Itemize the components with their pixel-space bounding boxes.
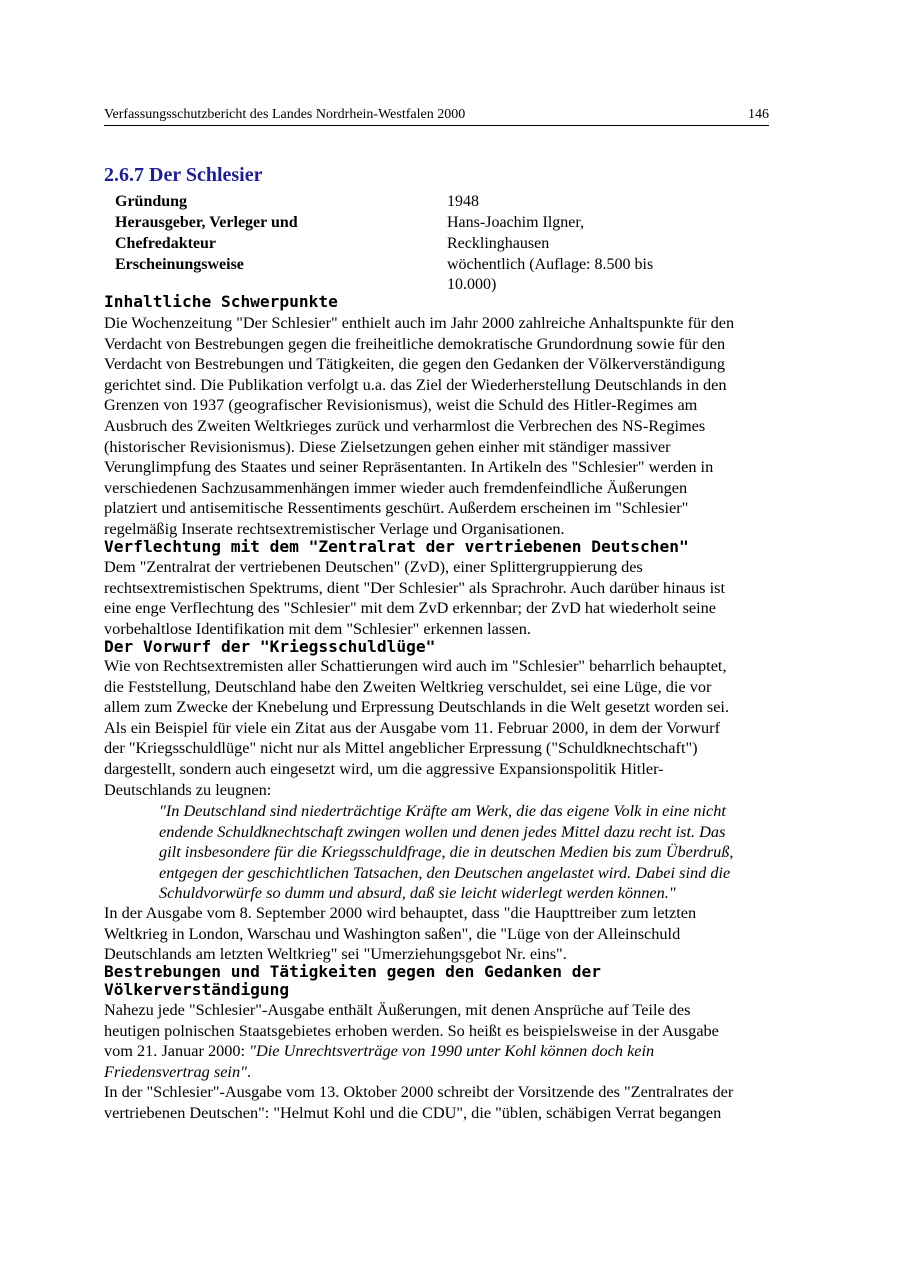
heading-intl	[104, 963, 794, 999]
warguilt-paragraph	[104, 656, 794, 800]
section-title: 2.6.7 Der Schlesier	[104, 164, 263, 186]
text-line: Die Wochenzeitung "Der Schlesier" enthielt auch im Jahr 2000 zahlreiche Anhaltspunkte für den	[104, 313, 735, 332]
text-line	[104, 1062, 794, 1083]
text-line: rechtsextremistischen Spektrums, dient "Der Schlesier" als Sprachrohr. Auch darüber hinaus ist	[104, 577, 725, 597]
founding-label: Gründung	[115, 193, 188, 210]
text-line: Dem "Zentralrat der vertriebenen Deutschen" (ZvD), einer Splittergruppierung des	[104, 557, 643, 576]
zvd-paragraph	[104, 557, 794, 639]
header-title: Verfassungsschutzbericht des Landes Nordrhein-Westfalen 2000	[104, 107, 466, 122]
publisher-value: Hans-Joachim Ilgner, Recklinghausen	[447, 214, 585, 252]
text-line: regelmäßig Inserate rechtsextremistischer Verlage und Organisationen.	[104, 518, 565, 538]
quote-line: Schuldvorwürfe so dumm und absurd, daß sie leicht widerlegt werden können."	[159, 883, 676, 903]
text-line: allem zum Zwecke der Knebelung und Erpressung Deutschlands in die Welt gesetzt worden sei.	[104, 697, 730, 717]
text-line: platziert und antisemitische Ressentiments geschürt. Außerdem erscheinen im "Schlesier"	[104, 498, 689, 518]
text-line: Deutschlands zu leugnen:	[104, 779, 272, 799]
text-line	[104, 1041, 794, 1062]
text-line: Deutschlands am letzten Weltkrieg" sei "Umerziehungsgebot Nr. eins".	[104, 944, 567, 964]
text-line: der "Kriegsschuldlüge" nicht nur als Mittel angeblicher Erpressung ("Schuldknechtschaft")	[104, 738, 698, 758]
text-line: die Feststellung, Deutschland habe den Zweiten Weltkrieg verschuldet, sei eine Lüge, die vor	[104, 676, 712, 696]
text-line: Nahezu jede "Schlesier"-Ausgabe enthält Äußerungen, mit denen Ansprüche auf Teile des	[104, 1000, 691, 1019]
frequency-value-line2: 10.000)	[447, 276, 497, 293]
text-line: In der Ausgabe vom 8. September 2000 wird behauptet, dass "die Haupttreiber zum letzten	[104, 903, 697, 922]
quote-fragment: Friedensvertrag sein"	[104, 1061, 247, 1081]
warguilt-followup	[104, 903, 794, 965]
heading-zvd: Verflechtung mit dem "Zentralrat der vertriebenen Deutschen"	[104, 537, 689, 556]
text-line: vorbehaltlose Identifikation mit dem "Schlesier" erkennen lassen.	[104, 618, 531, 638]
text-line: Weltkrieg in London, Warschau und Washington saßen", die "Lüge von der Alleinschuld	[104, 923, 681, 943]
intl-paragraph	[104, 1000, 794, 1124]
heading-intl-line2: Völkerverständigung	[104, 980, 290, 999]
text-fragment: .	[246, 1061, 252, 1081]
founding-value: 1948	[447, 193, 479, 210]
text-line: Grenzen von 1937 (geografischer Revisionismus), weist die Schuld des Hitler-Regimes am	[104, 395, 698, 415]
text-fragment: vom 21. Januar 2000:	[104, 1041, 250, 1061]
frequency-value-line1: wöchentlich (Auflage: 8.500 bis	[447, 256, 654, 273]
warguilt-quote	[159, 801, 794, 904]
text-line: In der "Schlesier"-Ausgabe vom 13. Oktober 2000 schreibt der Vorsitzende des "Zentralrates der	[104, 1082, 734, 1102]
heading-warguilt: Der Vorwurf der "Kriegsschuldlüge"	[104, 637, 436, 656]
text-line: heutigen polnischen Staatsgebietes erhoben werden. So heißt es beispielsweise in der Ausgabe	[104, 1020, 719, 1040]
quote-fragment: "Die Unrechtsverträge von 1990 unter Kohl können doch kein	[249, 1041, 655, 1061]
quote-line: gilt insbesondere für die Kriegsschuldfrage, die in deutschen Medien bis zum Überdruß,	[159, 842, 734, 862]
text-line: eine enge Verflechtung des "Schlesier" mit dem ZvD erkennbar; der ZvD hat wiederholt seine	[104, 598, 717, 618]
text-line: dargestellt, sondern auch eingesetzt wird, um die aggressive Expansionspolitik Hitler-	[104, 758, 664, 778]
focus-paragraph	[104, 313, 794, 540]
text-line: Wie von Rechtsextremisten aller Schattierungen wird auch im "Schlesier" beharrlich behauptet,	[104, 656, 727, 675]
quote-line: entgegen der geschichtlichen Tatsachen, den Deutschen angelastet wird. Dabei sind die	[159, 862, 731, 882]
text-line: Verunglimpfung des Staates und seiner Repräsentanten. In Artikeln des "Schlesier" werden in	[104, 457, 714, 477]
publisher-label-line2: Chefredakteur	[115, 235, 217, 252]
frequency-label: Erscheinungsweise	[115, 256, 244, 273]
text-line: verschiedenen Sachzusammenhängen immer wieder auch fremdenfeindliche Äußerungen	[104, 477, 688, 497]
text-line: Verdacht von Bestrebungen gegen die freiheitliche demokratische Grundordnung sowie für den	[104, 333, 726, 353]
heading-focus: Inhaltliche Schwerpunkte	[104, 292, 338, 311]
text-line: Als ein Beispiel für viele ein Zitat aus der Ausgabe vom 11. Februar 2000, in dem der Vorwurf	[104, 717, 720, 737]
page-number: 146	[748, 107, 769, 122]
text-line: gerichtet sind. Die Publikation verfolgt u.a. das Ziel der Wiederherstellung Deutschlands in den	[104, 374, 727, 394]
heading-intl-line1: Bestrebungen und Tätigkeiten gegen den Gedanken der	[104, 962, 602, 981]
text-line: Verdacht von Bestrebungen und Tätigkeiten, die gegen den Gedanken der Völkerverständigung	[104, 354, 726, 374]
text-line: Ausbruch des Zweiten Weltkrieges zurück und verharmlost die Verbrechen des NS-Regimes	[104, 415, 706, 435]
quote-line: "In Deutschland sind niederträchtige Kräfte am Werk, die das eigene Volk in eine nicht	[159, 801, 726, 820]
running-header	[104, 107, 769, 126]
text-line: vertriebenen Deutschen": "Helmut Kohl und die CDU", die "üblen, schäbigen Verrat begangen	[104, 1102, 722, 1122]
publisher-label-line1: Herausgeber, Verleger und	[115, 214, 298, 231]
text-line: (historischer Revisionismus). Diese Zielsetzungen gehen einher mit ständiger massiver	[104, 436, 671, 456]
quote-line: endende Schuldknechtschaft zwingen wollen und denen jedes Mittel dazu recht ist. Das	[159, 821, 726, 841]
